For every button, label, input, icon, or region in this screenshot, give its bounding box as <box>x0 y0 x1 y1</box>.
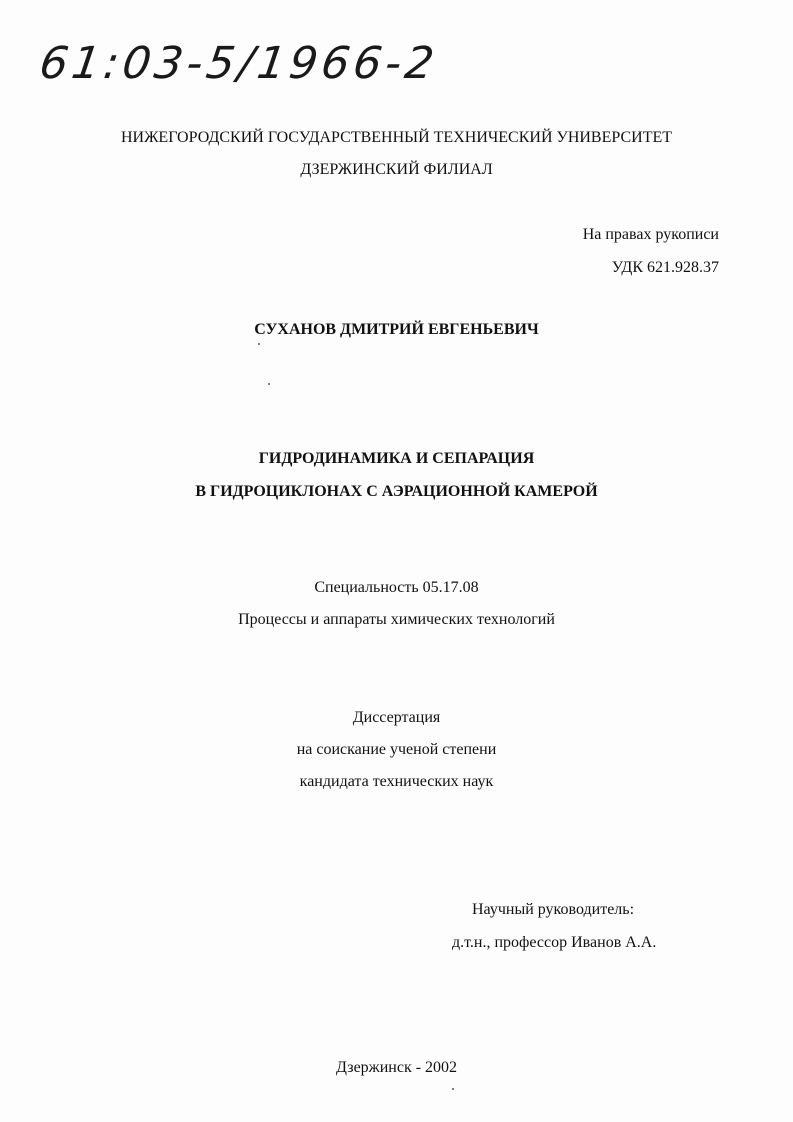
advisor-label: Научный руководитель: <box>472 901 635 918</box>
scan-speck <box>258 343 260 345</box>
scan-speck <box>268 383 270 385</box>
handwritten-archive-number: 61:03-5/1966-2 <box>36 38 441 89</box>
degree-line-1: Диссертация <box>352 709 441 726</box>
dissertation-title-line-2: В ГИДРОЦИКЛОНАХ С АЭРАЦИОННОЙ КАМЕРОЙ <box>195 483 598 500</box>
city-year: Дзержинск - 2002 <box>335 1059 458 1076</box>
branch-name: ДЗЕРЖИНСКИЙ ФИЛИАЛ <box>300 161 493 178</box>
degree-line-2: на соискание ученой степени <box>296 741 497 758</box>
degree-line-3: кандидата технических наук <box>299 773 494 790</box>
specialty-name: Процессы и аппараты химических технологий <box>238 611 555 628</box>
specialty-code: Специальность 05.17.08 <box>314 579 479 596</box>
dissertation-title-line-1: ГИДРОДИНАМИКА И СЕПАРАЦИЯ <box>258 450 535 467</box>
manuscript-rights-label: На правах рукописи <box>582 226 719 243</box>
udc-code: УДК 621.928.37 <box>611 259 719 276</box>
scan-speck <box>452 1088 454 1090</box>
author-name: СУХАНОВ ДМИТРИЙ ЕВГЕНЬЕВИЧ <box>254 321 539 338</box>
advisor-name: д.т.н., профессор Иванов А.А. <box>452 934 657 951</box>
university-name: НИЖЕГОРОДСКИЙ ГОСУДАРСТВЕННЫЙ ТЕХНИЧЕСКИЙ УНИВЕРСИТЕТ <box>120 129 673 146</box>
